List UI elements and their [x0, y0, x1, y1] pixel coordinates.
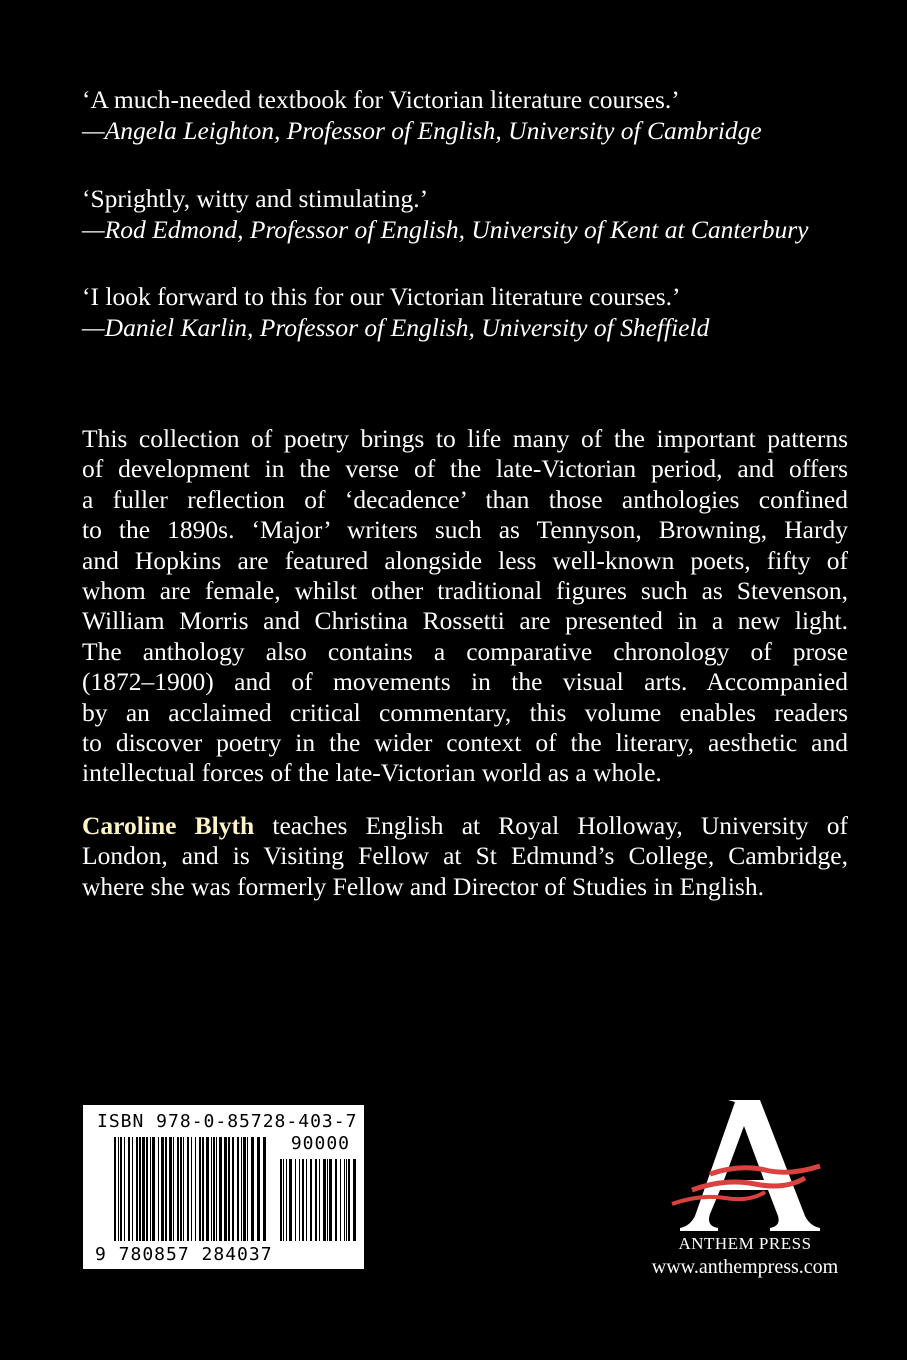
- description-line: a fuller reflection of ‘decadence’ than those anthologies confined: [82, 484, 848, 514]
- barcode-bar: [124, 1137, 125, 1241]
- barcode-bar: [199, 1137, 201, 1241]
- review-quote: [82, 281, 709, 343]
- barcode-bar: [232, 1137, 234, 1241]
- barcode-bar: [139, 1137, 141, 1241]
- barcode-bar: [286, 1159, 287, 1241]
- barcode-bar: [346, 1159, 347, 1241]
- barcode-bar: [114, 1137, 116, 1241]
- review-quote: [82, 84, 762, 146]
- quote-text: ‘I look forward to this for our Victorian literature courses.’: [82, 282, 681, 311]
- barcode-bar: [213, 1137, 215, 1241]
- barcode-bar: [280, 1159, 282, 1241]
- barcode-number: 9 780857 284037: [95, 1244, 273, 1265]
- barcode-bar: [161, 1137, 164, 1241]
- description-line: intellectual forces of the late-Victorian world as a whole.: [82, 758, 662, 788]
- description-line: The anthology also contains a comparative chronology of prose: [82, 636, 848, 666]
- barcode-bar: [158, 1137, 159, 1241]
- barcode-bar: [323, 1159, 326, 1241]
- barcode-bar: [243, 1137, 246, 1241]
- description-line: to the 1890s. ‘Major’ writers such as Tennyson, Browning, Hardy: [82, 515, 848, 545]
- bio-text: teaches English at Royal Holloway, University of: [254, 811, 848, 840]
- barcode-bar: [348, 1159, 350, 1241]
- description-line: This collection of poetry brings to life many of the important patterns: [82, 424, 848, 453]
- barcode-bar: [315, 1159, 317, 1241]
- barcode-bar: [257, 1137, 260, 1241]
- barcode-bar: [295, 1159, 296, 1241]
- book-description: [82, 424, 848, 789]
- publisher-name: ANTHEM PRESS: [678, 1234, 812, 1253]
- review-quote: [82, 183, 808, 245]
- isbn-barcode: [83, 1105, 364, 1269]
- author-name: Caroline Blyth: [82, 811, 255, 840]
- barcode-bar: [306, 1159, 307, 1241]
- barcode-bar: [118, 1137, 119, 1241]
- barcode-bar: [283, 1159, 284, 1241]
- barcode-bar: [241, 1137, 242, 1241]
- description-line: to discover poetry in the wider context of the literary, aesthetic and: [82, 727, 848, 757]
- barcode-bar: [302, 1159, 304, 1241]
- publisher-url[interactable]: www.anthempress.com: [651, 1256, 839, 1278]
- barcode-bar: [177, 1137, 179, 1241]
- barcode-bar: [128, 1137, 130, 1241]
- description-line: William Morris and Christina Rossetti are presented in a new light.: [82, 606, 848, 636]
- barcode-bar: [310, 1159, 312, 1241]
- barcode-bar: [251, 1137, 254, 1241]
- barcode-bar: [299, 1159, 300, 1241]
- barcode-bar: [142, 1137, 145, 1241]
- description-line: by an acclaimed critical commentary, this volume enables readers: [82, 697, 848, 727]
- barcode-bar: [319, 1159, 320, 1241]
- barcode-bar: [327, 1159, 328, 1241]
- barcode-bar: [228, 1137, 230, 1241]
- barcode-bar: [335, 1159, 337, 1241]
- quote-attribution: —Angela Leighton, Professor of English, University of Cambridge: [82, 116, 762, 145]
- barcode-bar: [195, 1137, 196, 1241]
- barcode-bar: [329, 1159, 332, 1241]
- barcode-bar: [237, 1137, 239, 1241]
- barcode-bar: [211, 1137, 212, 1241]
- barcode-bar: [206, 1137, 209, 1241]
- isbn-label: ISBN 978-0-85728-403-7: [97, 1111, 358, 1132]
- barcode-bar: [289, 1159, 292, 1241]
- bio-line: [82, 811, 848, 841]
- barcode-bar: [191, 1137, 192, 1241]
- barcode-bar: [353, 1159, 356, 1241]
- description-line: and Hopkins are featured alongside less well-known poets, fifty of: [82, 545, 848, 575]
- anthem-press-logo-icon: [640, 1098, 870, 1232]
- barcode-bar: [146, 1137, 148, 1241]
- bio-line: where she was formerly Fellow and Director of Studies in English.: [82, 871, 764, 901]
- price-addon: 90000: [290, 1133, 350, 1154]
- barcode-bar: [340, 1159, 341, 1241]
- description-line: whom are female, whilst other traditional figures such as Stevenson,: [82, 575, 848, 605]
- quote-text: ‘Sprightly, witty and stimulating.’: [82, 184, 429, 213]
- barcode-bar: [173, 1137, 174, 1241]
- barcode-bar: [165, 1137, 167, 1241]
- barcode-bar: [120, 1137, 122, 1241]
- barcode-bar: [263, 1137, 266, 1241]
- barcode-bar: [150, 1137, 151, 1241]
- barcode-bar: [216, 1137, 217, 1241]
- barcode-bar: [224, 1137, 227, 1241]
- barcode-bar: [202, 1137, 204, 1241]
- author-bio: [82, 811, 848, 902]
- quote-text: ‘A much-needed textbook for Victorian literature courses.’: [82, 85, 680, 114]
- bio-line: London, and is Visiting Fellow at St Edmund’s College, Cambridge,: [82, 841, 848, 871]
- barcode-bar: [169, 1137, 172, 1241]
- barcode-bar: [136, 1137, 138, 1241]
- barcode-bar: [180, 1137, 182, 1241]
- barcode-bar: [344, 1159, 345, 1241]
- description-line: (1872–1900) and of movements in the visual arts. Accompanied: [82, 667, 848, 697]
- barcode-bar: [219, 1137, 222, 1241]
- quote-attribution: —Rod Edmond, Professor of English, University of Kent at Canterbury: [82, 215, 809, 244]
- barcode-bar: [187, 1137, 189, 1241]
- barcode-bar: [247, 1137, 248, 1241]
- barcode-bar: [132, 1137, 133, 1241]
- description-line: of development in the verse of the late-Victorian period, and offers: [82, 454, 848, 484]
- barcode-bar: [183, 1137, 184, 1241]
- barcode-bar: [152, 1137, 155, 1241]
- quote-attribution: —Daniel Karlin, Professor of English, University of Sheffield: [82, 313, 710, 342]
